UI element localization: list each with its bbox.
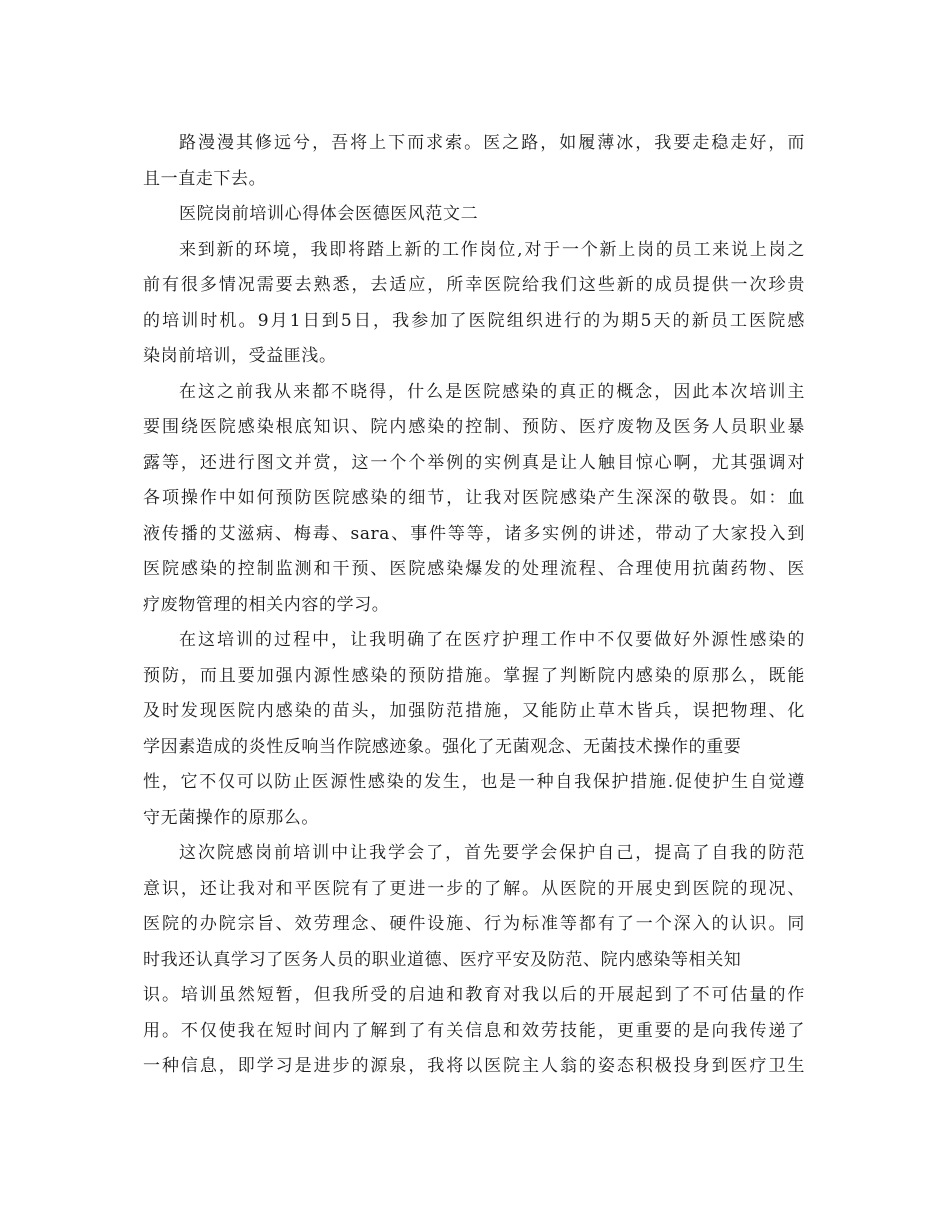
paragraph-line: 及时发现医院内感染的苗头，加强防范措施，又能防止草木皆兵，误把物理、化 bbox=[143, 701, 805, 721]
paragraph-line: 守无菌操作的原那么。 bbox=[143, 807, 319, 828]
paragraph-line: 用。不仅使我在短时间内了解到了有关信息和效劳技能，更重要的是向我传递了 bbox=[143, 1020, 805, 1041]
paragraph-line: 且一直走下去。 bbox=[143, 168, 267, 189]
paragraph-line: 一种信息，即学习是进步的源泉，我将以医院主人翁的姿态积极投身到医疗卫生 bbox=[143, 1056, 805, 1076]
paragraph-line: 液传播的艾滋病、梅毒、sara、事件等等，诸多实例的讲述，带动了大家投入到 bbox=[143, 523, 805, 544]
paragraph-line: 在这之前我从来都不晓得，什么是医院感染的真正的概念，因此本次培训主 bbox=[179, 381, 805, 402]
paragraph-line: 各项操作中如何预防医院感染的细节，让我对医院感染产生深深的敬畏。如：血 bbox=[143, 488, 805, 508]
paragraph-line: 要围绕医院感染根底知识、院内感染的控制、预防、医疗废物及医务人员职业暴 bbox=[143, 417, 805, 437]
paragraph-line: 露等，还进行图文并赏，这一个个举例的实例真是让人触目惊心啊，尤其强调对 bbox=[143, 452, 805, 473]
paragraph-line: 来到新的环境，我即将踏上新的工作岗位,对于一个新上岗的员工来说上岗之 bbox=[179, 239, 805, 260]
paragraph-line: 时我还认真学习了医务人员的职业道德、医疗平安及防范、院内感染等相关知 bbox=[143, 949, 742, 970]
paragraph-line: 医院感染的控制监测和干预、医院感染爆发的处理流程、合理使用抗菌药物、医 bbox=[143, 559, 805, 579]
paragraph-line: 在这培训的过程中，让我明确了在医疗护理工作中不仅要做好外源性感染的 bbox=[179, 630, 805, 650]
section-title: 医院岗前培训心得体会医德医风范文二 bbox=[179, 204, 479, 224]
paragraph-line: 性，它不仅可以防止医源性感染的发生，也是一种自我保护措施.促使护生自觉遵 bbox=[143, 772, 805, 792]
paragraph-line: 医院的办院宗旨、效劳理念、硬件设施、行为标准等都有了一个深入的认识。同 bbox=[143, 914, 805, 934]
paragraph-line: 预防，而且要加强内源性感染的预防措施。掌握了判断院内感染的原那么，既能 bbox=[143, 665, 805, 686]
paragraph-line: 染岗前培训，受益匪浅。 bbox=[143, 346, 337, 366]
paragraph-line: 的培训时机。9月1日到5日，我参加了医院组织进行的为期5天的新员工医院感 bbox=[143, 310, 805, 331]
paragraph-line: 识。培训虽然短暂，但我所受的启迪和教育对我以后的开展起到了不可估量的作 bbox=[143, 985, 805, 1005]
paragraph-line: 学因素造成的炎性反响当作院感迹象。强化了无菌观念、无菌技术操作的重要 bbox=[143, 736, 742, 757]
document-body bbox=[143, 126, 805, 1085]
paragraph-line: 前有很多情况需要去熟悉，去适应，所幸医院给我们这些新的成员提供一次珍贵 bbox=[143, 275, 805, 295]
paragraph-line: 意识，还让我对和平医院有了更进一步的了解。从医院的开展史到医院的现况、 bbox=[143, 878, 805, 899]
paragraph-line: 路漫漫其修远兮，吾将上下而求索。医之路，如履薄冰，我要走稳走好，而 bbox=[179, 133, 805, 153]
paragraph-line: 疗废物管理的相关内容的学习。 bbox=[143, 594, 390, 615]
paragraph-line: 这次院感岗前培训中让我学会了，首先要学会保护自己，提高了自我的防范 bbox=[179, 843, 805, 863]
